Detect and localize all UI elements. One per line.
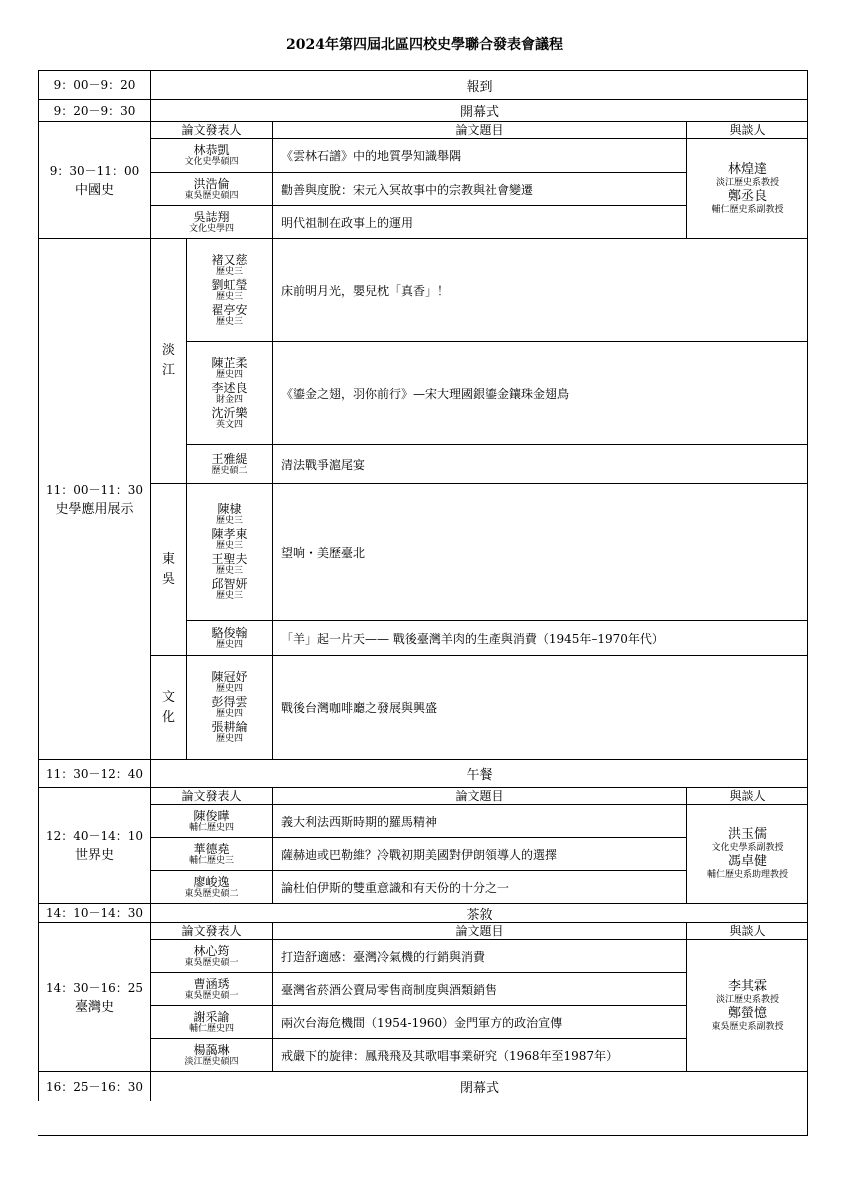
paper-title: 清法戰爭滬尾宴 (272, 444, 808, 483)
taiwan-name: 臺灣史 (74, 999, 114, 1015)
paper-title: 打造舒適感：臺灣冷氣機的行銷與消費 (272, 939, 686, 972)
presenter-header: 論文發表人 (150, 787, 272, 804)
discussant-cell: 洪玉儒 文化史學系副教授 馮卓健 輔仁歷史系助理教授 (686, 804, 808, 903)
presenter-cell: 謝采諭 輔仁歷史四 (150, 1005, 272, 1038)
discussant-header: 與談人 (686, 922, 808, 939)
chinese-time: 9：30－11：00 (49, 163, 140, 178)
paper-header: 論文題目 (272, 121, 686, 138)
discussant-header: 與談人 (686, 787, 808, 804)
taiwan-session-cell (38, 922, 150, 1071)
paper-title: 「羊」起一片天—— 戰後臺灣羊肉的生產與消費（1945年–1970年代） (272, 620, 808, 655)
presenter-cell: 陳芷柔 歷史四 李述良 財金四 沈沂樂 英文四 (186, 341, 272, 444)
closing-label: 閉幕式 (150, 1071, 808, 1101)
world-name: 世界史 (74, 848, 114, 863)
presenter-cell: 曹涵琇 東吳歷史碩一 (150, 972, 272, 1005)
presenter-affiliation: 文化史學碩四 (184, 157, 239, 167)
applied-time: 11：00－11：30 (45, 482, 144, 497)
lunch-label: 午餐 (150, 759, 808, 787)
presenter-header: 論文發表人 (150, 922, 272, 939)
discussant-cell (686, 138, 808, 238)
applied-session-cell (38, 238, 150, 759)
paper-title: 《雲林石譜》中的地質學知識舉隅 (272, 138, 686, 172)
world-time: 12：40－14：10 (45, 829, 144, 843)
tea-time: 14：10－14：30 (38, 903, 150, 922)
paper-title: 《鎏金之翅，羽你前行》—宋大理國銀鎏金鑲珠金翅鳥 (272, 341, 808, 444)
presenter-name: 林恭凱 (193, 143, 230, 157)
page-title: 2024年第四屆北區四校史學聯合發表會議程 (286, 37, 563, 53)
chinese-session-cell (38, 121, 150, 238)
presenter-cell: 林心筠 東吳歷史碩一 (150, 939, 272, 972)
presenter-header: 論文發表人 (150, 121, 272, 138)
applied-name: 史學應用展示 (55, 501, 134, 517)
paper-title: 床前明月光，嬰兒枕「真香」！ (272, 238, 808, 341)
discussant-name: 林煌達 (727, 161, 767, 177)
presenter-cell: 陳棣 歷史三 陳孝東 歷史三 王聖夫 歷史三 邱智妍 歷史三 (186, 483, 272, 620)
paper-title: 薩赫迪或巴勒維？冷戰初期美國對伊朗領導人的選擇 (272, 837, 686, 870)
discussant-name: 鄭丞良 (727, 188, 767, 204)
lunch-time: 11：30－12：40 (38, 759, 150, 787)
presenter-name: 洪浩倫 (193, 176, 230, 191)
tea-label: 茶敘 (150, 903, 808, 922)
discussant-header: 與談人 (686, 121, 808, 138)
paper-title: 義大利法西斯時期的羅馬精神 (272, 804, 686, 837)
paper-title: 臺灣省菸酒公賣局零售商制度與酒類銷售 (272, 972, 686, 1005)
presenter-cell: 陳俊曄 輔仁歷史四 (150, 804, 272, 837)
opening-time: 9：20－9：30 (38, 99, 150, 121)
presenter-affiliation: 東吳歷史碩四 (184, 190, 239, 201)
paper-title: 兩次台海危機間（1954-1960）金門軍方的政治宣傳 (272, 1005, 686, 1038)
presenter-cell (150, 205, 272, 238)
discussant-affiliation: 輔仁歷史系副教授 (711, 204, 784, 215)
presenter-cell: 廖峻逸 東吳歷史碩二 (150, 870, 272, 903)
presenter-cell: 褚又慈 歷史三 劉虹瑩 歷史三 翟亭安 歷史三 (186, 238, 272, 341)
closing-time: 16：25－16：30 (38, 1071, 150, 1101)
presenter-cell (150, 172, 272, 205)
chinese-name: 中國史 (74, 182, 114, 198)
paper-title: 戰後台灣咖啡廳之發展與興盛 (272, 655, 808, 759)
school-tamkang: 淡 江 (150, 238, 186, 483)
presenter-cell: 楊藹琳 淡江歷史碩四 (150, 1038, 272, 1071)
school-soochow: 東 吳 (150, 483, 186, 655)
checkin-time: 9：00－9：20 (38, 70, 150, 99)
paper-title: 明代祖制在政事上的運用 (272, 205, 686, 238)
taiwan-time: 14：30－16：25 (45, 980, 144, 995)
paper-title: 戒嚴下的旋律：鳳飛飛及其歌唱事業研究（1968年至1987年） (272, 1038, 686, 1071)
discussant-cell: 李其霖 淡江歷史系教授 鄭螢憶 東吳歷史系副教授 (686, 939, 808, 1071)
presenter-name: 吳誌翔 (193, 209, 230, 224)
paper-header: 論文題目 (272, 787, 686, 804)
discussant-affiliation: 淡江歷史系教授 (715, 177, 779, 188)
world-session-cell (38, 787, 150, 903)
presenter-cell: 華德堯 輔仁歷史三 (150, 837, 272, 870)
paper-header: 論文題目 (272, 922, 686, 939)
presenter-cell: 陳冠妤 歷史四 彭得雲 歷史四 張耕綸 歷史四 (186, 655, 272, 759)
presenter-cell: 駱俊翰 歷史四 (186, 620, 272, 655)
presenter-cell: 王雅緹 歷史碩二 (186, 444, 272, 483)
presenter-cell (150, 138, 272, 172)
paper-title: 論杜伯伊斯的雙重意識和有天份的十分之一 (272, 870, 686, 903)
agenda-table (38, 70, 808, 1136)
checkin-label: 報到 (150, 70, 808, 99)
school-culture: 文 化 (150, 655, 186, 759)
paper-title: 望响・美歷臺北 (272, 483, 808, 620)
paper-title: 勸善與度脫：宋元入冥故事中的宗教與社會變遷 (272, 172, 686, 205)
opening-label: 開幕式 (150, 99, 808, 121)
presenter-affiliation: 文化史學四 (188, 223, 234, 234)
